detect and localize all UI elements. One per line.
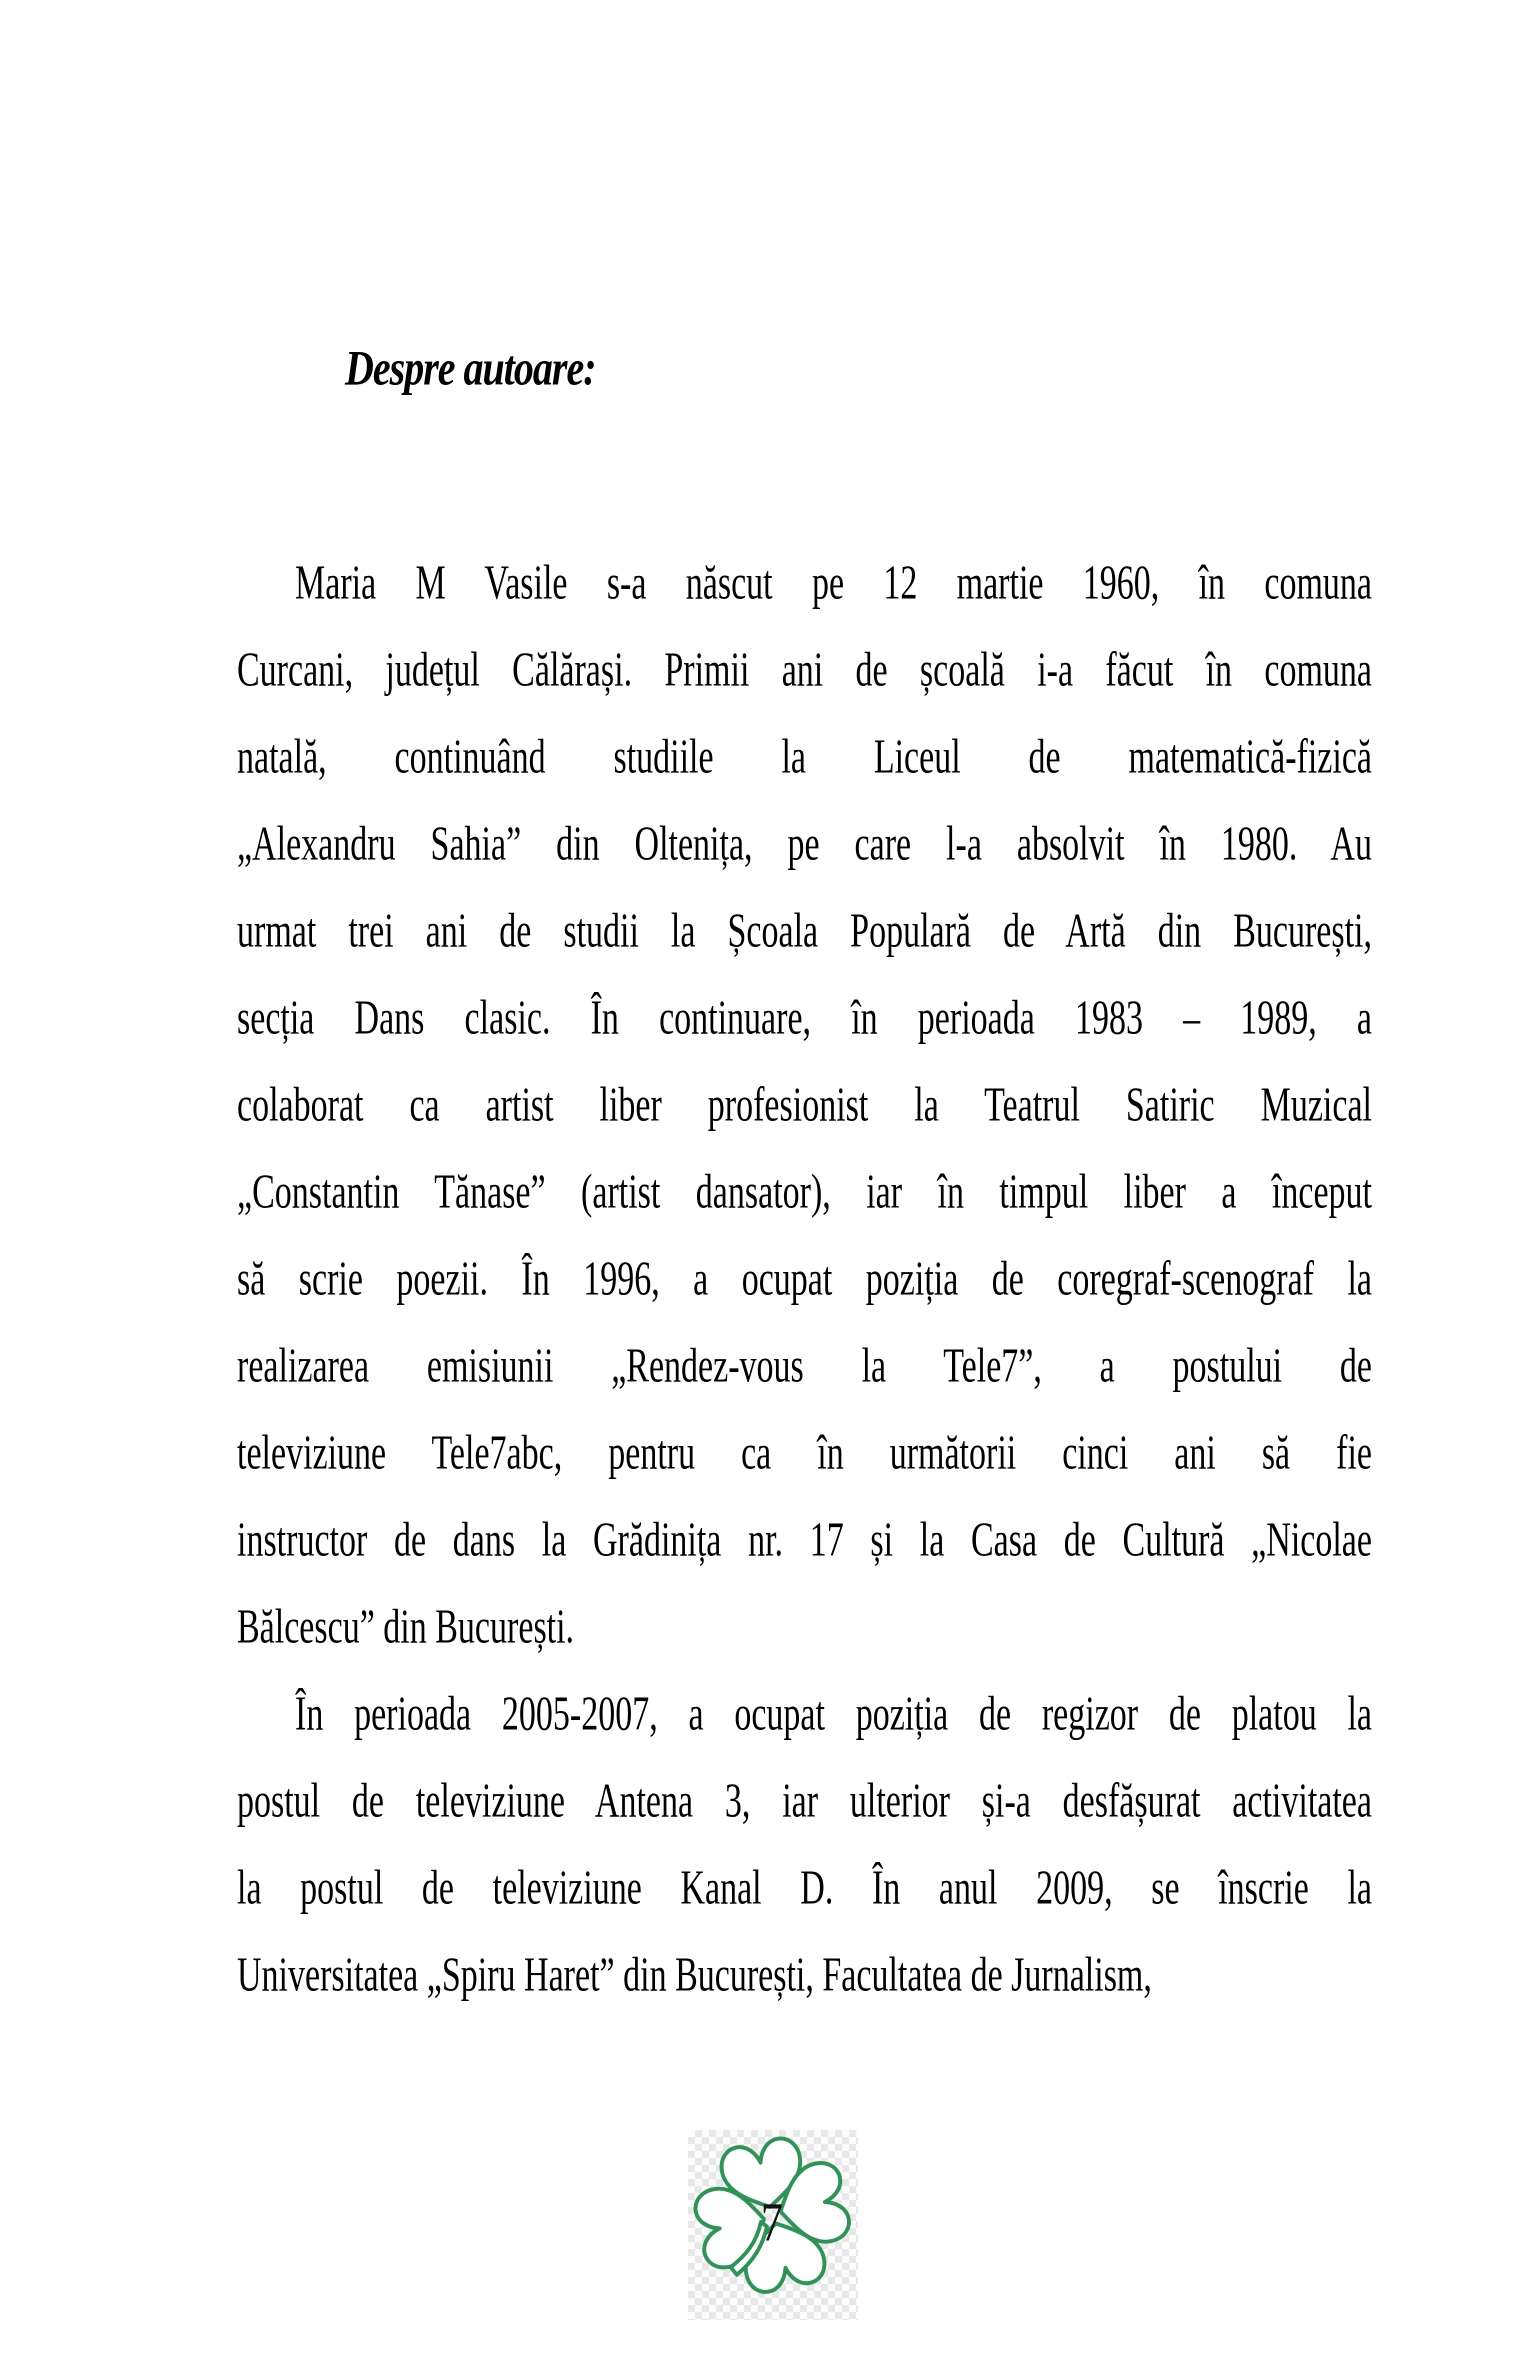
- text-line: instructor de dans la Grădinița nr. 17 și la Casa de Cultură „Nicolae: [237, 1514, 1372, 1567]
- text-line: postul de televiziune Antena 3, iar ulterior și-a desfășurat activitatea: [237, 1775, 1372, 1828]
- biography-text: [237, 540, 1372, 2019]
- text-line: Maria M Vasile s-a născut pe 12 martie 1960, în comuna: [295, 557, 1372, 610]
- page-number: 7: [760, 2191, 783, 2254]
- page-footer: [688, 2130, 858, 2320]
- text-line: televiziune Tele7abc, pentru ca în următorii cinci ani să fie: [237, 1427, 1372, 1480]
- paragraph-2: [237, 1671, 1372, 2019]
- text-line: Universitatea „Spiru Haret” din București, Facultatea de Jurnalism,: [237, 1949, 1152, 2002]
- text-line: Bălcescu” din București.: [237, 1601, 575, 1654]
- text-line: În perioada 2005-2007, a ocupat poziția de regizor de platou la: [295, 1688, 1372, 1741]
- text-line: urmat trei ani de studii la Școala Populară de Artă din București,: [237, 905, 1372, 958]
- page-title: Despre autoare:: [345, 339, 596, 396]
- clover-emblem: [688, 2130, 858, 2320]
- text-line: să scrie poezii. În 1996, a ocupat poziția de coregraf-scenograf la: [237, 1253, 1372, 1306]
- paragraph-1: [237, 540, 1372, 1671]
- text-line: colaborat ca artist liber profesionist la Teatrul Satiric Muzical: [237, 1079, 1372, 1132]
- text-line: la postul de televiziune Kanal D. În anul 2009, se înscrie la: [237, 1862, 1372, 1915]
- text-line: „Alexandru Sahia” din Oltenița, pe care l-a absolvit în 1980. Au: [237, 818, 1372, 871]
- text-line: Curcani, județul Călărași. Primii ani de școală i-a făcut în comuna: [237, 644, 1372, 697]
- text-line: natală, continuând studiile la Liceul de matematică-fizică: [237, 731, 1372, 784]
- text-line: secția Dans clasic. În continuare, în perioada 1983 – 1989, a: [237, 992, 1372, 1045]
- text-line: realizarea emisiunii „Rendez-vous la Tele7”, a postului de: [237, 1340, 1372, 1393]
- text-line: „Constantin Tănase” (artist dansator), iar în timpul liber a început: [237, 1166, 1372, 1219]
